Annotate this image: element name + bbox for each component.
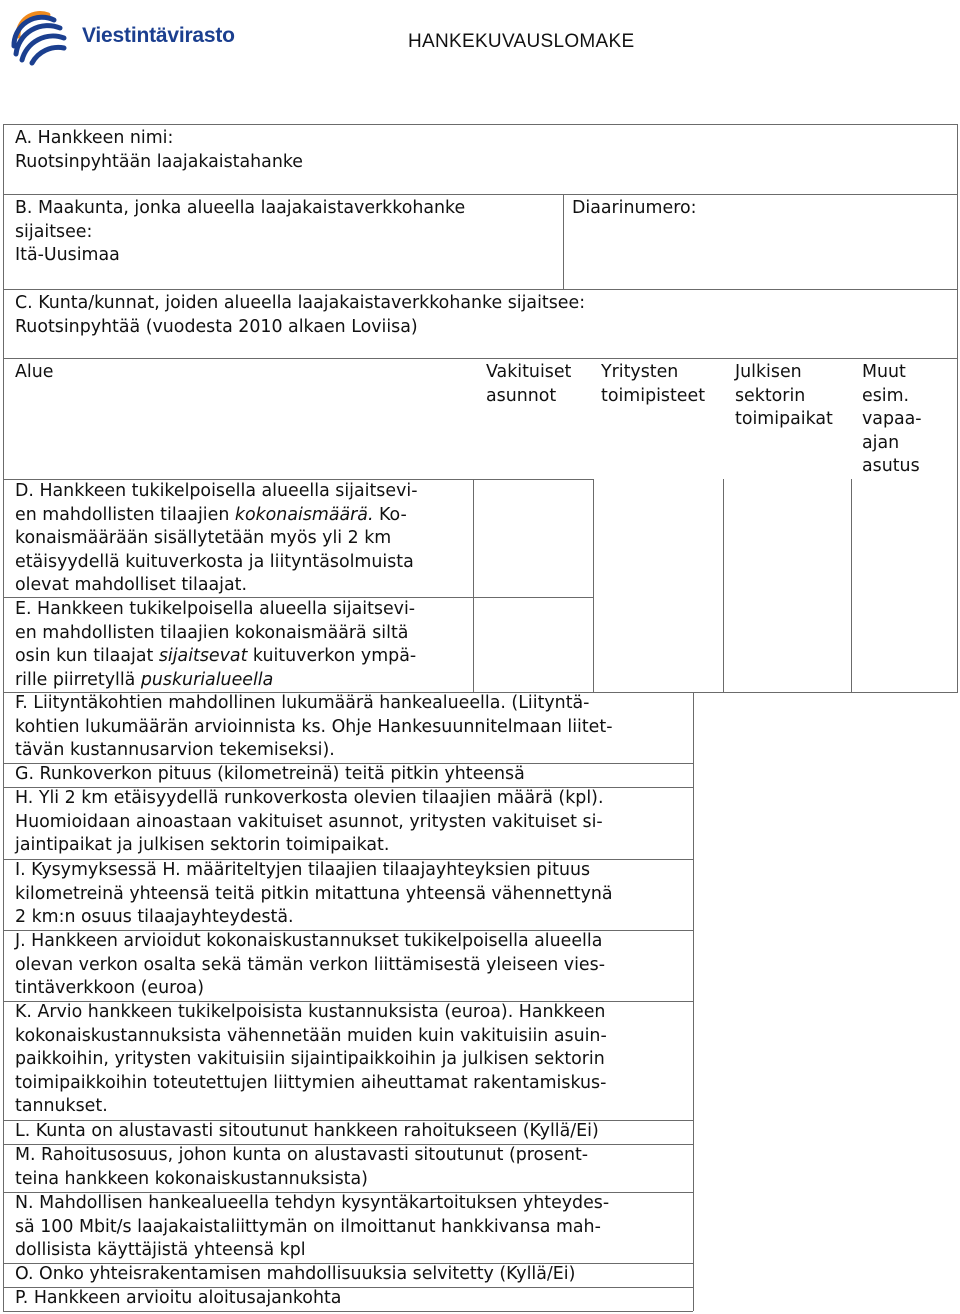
h-value-input[interactable] xyxy=(693,787,958,859)
section-g xyxy=(3,763,693,787)
section-j xyxy=(3,930,693,1001)
section-a-label: A. Hankkeen nimi: xyxy=(15,128,174,148)
m-value-input[interactable] xyxy=(693,1144,958,1192)
section-j-line1: J. Hankkeen arvioidut kokonaiskustannukset tukikelpoisella alueella xyxy=(15,931,603,951)
col-area-label: Alue xyxy=(15,362,54,382)
diary-number-label: Diaarinumero: xyxy=(572,198,697,218)
d-homes-input[interactable] xyxy=(473,479,593,597)
l-value-input[interactable] xyxy=(693,1120,958,1144)
section-f-line2: kohtien lukumäärän arvioinnista ks. Ohje Hankesuunnitelmaan liitet- xyxy=(15,716,613,737)
n-value-input[interactable] xyxy=(693,1192,958,1263)
page-header xyxy=(0,0,960,120)
g-value-input[interactable] xyxy=(693,763,958,787)
d-public-input[interactable] xyxy=(723,479,851,597)
section-e xyxy=(3,597,473,692)
section-d-line2: en mahdollisten tilaajien kokonaismäärä. Ko- xyxy=(15,504,407,525)
section-h-line1: H. Yli 2 km etäisyydellä runkoverkosta olevien tilaajien määrä (kpl). xyxy=(15,788,604,808)
section-j-line3: tintäverkkoon (euroa) xyxy=(15,978,204,999)
col-homes-line2: asunnot xyxy=(486,385,557,406)
j-value-input[interactable] xyxy=(693,930,958,1001)
section-f xyxy=(3,692,693,763)
section-n-line3: dollisista käyttäjistä yhteensä kpl xyxy=(15,1240,306,1261)
section-e-line4: rille piirretyllä puskurialueella xyxy=(15,669,274,690)
section-h-line3: jaintipaikat ja julkisen sektorin toimipaikat. xyxy=(15,835,390,856)
section-d xyxy=(3,479,473,597)
section-g-line1: G. Runkoverkon pituus (kilometreinä) teitä pitkin yhteensä xyxy=(15,764,525,784)
form-title: HANKEKUVAUSLOMAKE xyxy=(408,31,635,52)
section-m-line1: M. Rahoitusosuus, johon kunta on alustavasti sitoutunut (prosent- xyxy=(15,1145,589,1165)
logo-emblem-icon xyxy=(8,6,72,66)
section-k xyxy=(3,1001,693,1120)
col-public-line3: toimipaikat xyxy=(735,409,833,430)
section-j-line2: olevan verkon osalta sekä tämän verkon liittämisestä yleiseen vies- xyxy=(15,954,605,975)
col-other-line3: vapaa- xyxy=(862,409,922,430)
section-m-line2: teina hankkeen kokonaiskustannuksista) xyxy=(15,1168,368,1189)
section-d-line5: olevat mahdolliset tilaajat. xyxy=(15,575,247,596)
col-homes-line1: Vakituiset xyxy=(486,362,572,382)
section-e-line3: osin kun tilaajat sijaitsevat kuituverkon ympä- xyxy=(15,646,417,667)
col-other-line4: ajan xyxy=(862,432,900,453)
column-header-other xyxy=(851,358,958,479)
section-e-line2: en mahdollisten tilaajien kokonaismäärä siltä xyxy=(15,622,409,643)
section-i-line3: 2 km:n osuus tilaajayhteydestä. xyxy=(15,907,294,928)
col-other-line1: Muut xyxy=(862,362,906,382)
e-public-input[interactable] xyxy=(723,597,851,692)
d-business-input[interactable] xyxy=(593,479,723,597)
section-o-line1: O. Onko yhteisrakentamisen mahdollisuuksia selvitetty (Kyllä/Ei) xyxy=(15,1264,576,1284)
section-k-line4: toimipaikkoihin toteutettujen liittymien aiheuttamat rakentamiskus- xyxy=(15,1072,607,1093)
k-value-input[interactable] xyxy=(693,1001,958,1120)
section-e-line1: E. Hankkeen tukikelpoisella alueella sijaitsevi- xyxy=(15,599,416,619)
project-name-value[interactable]: Ruotsinpyhtään laajakaistahanke xyxy=(15,151,304,172)
e-business-input[interactable] xyxy=(593,597,723,692)
section-a xyxy=(3,124,958,194)
section-f-line1: F. Liityntäkohtien mahdollinen lukumäärä hankealueella. (Liityntä- xyxy=(15,693,590,713)
section-b xyxy=(3,194,563,289)
section-k-line1: K. Arvio hankkeen tukikelpoisista kustannuksista (euroa). Hankkeen xyxy=(15,1002,606,1022)
region-value[interactable]: Itä-Uusimaa xyxy=(15,245,120,266)
section-d-line4: etäisyydellä kuituverkosta ja liityntäsolmuista xyxy=(15,551,414,572)
viestintavirasto-logo xyxy=(8,6,248,66)
column-header-business-units xyxy=(593,358,723,479)
p-value-input[interactable] xyxy=(693,1287,958,1311)
section-n-line1: N. Mahdollisen hankealueella tehdyn kysyntäkartoituksen yhteydes- xyxy=(15,1193,610,1213)
column-header-area xyxy=(3,358,473,479)
column-header-public-sector xyxy=(723,358,851,479)
col-public-line1: Julkisen xyxy=(735,362,802,382)
section-n xyxy=(3,1192,693,1263)
section-i-line1: I. Kysymyksessä H. määriteltyjen tilaajien tilaajayhteyksien pituus xyxy=(15,860,591,880)
section-k-line3: paikkoihin, yritysten vakituisiin sijaintipaikkoihin ja julkisen sektorin xyxy=(15,1049,605,1070)
section-h xyxy=(3,787,693,859)
section-p xyxy=(3,1287,693,1311)
municipality-value[interactable]: Ruotsinpyhtää (vuodesta 2010 alkaen Loviisa) xyxy=(15,316,418,337)
col-business-line2: toimipisteet xyxy=(601,385,706,406)
section-d-line3: konaismäärään sisällytetään myös yli 2 km xyxy=(15,528,392,549)
f-value-input[interactable] xyxy=(693,692,958,763)
diary-number-field[interactable] xyxy=(563,194,958,289)
section-n-line2: sä 100 Mbit/s laajakaistaliittymän on ilmoittanut hankkivansa mah- xyxy=(15,1216,601,1237)
section-l-line1: L. Kunta on alustavasti sitoutunut hankkeen rahoitukseen (Kyllä/Ei) xyxy=(15,1121,599,1141)
section-i-line2: kilometreinä yhteensä teitä pitkin mitattuna yhteensä vähennettynä xyxy=(15,883,613,904)
section-l xyxy=(3,1120,693,1144)
logo-text: Viestintävirasto xyxy=(82,24,235,47)
i-value-input[interactable] xyxy=(693,859,958,930)
col-public-line2: sektorin xyxy=(735,385,806,406)
section-f-line3: tävän kustannusarvion tekemiseksi). xyxy=(15,740,335,761)
section-k-line5: tannukset. xyxy=(15,1096,108,1117)
o-value-input[interactable] xyxy=(693,1263,958,1287)
section-c-label: C. Kunta/kunnat, joiden alueella laajakaistaverkkohanke sijaitsee: xyxy=(15,293,586,313)
section-d-line1: D. Hankkeen tukikelpoisella alueella sijaitsevi- xyxy=(15,481,418,501)
section-m xyxy=(3,1144,693,1192)
d-other-input[interactable] xyxy=(851,479,958,597)
section-b-label: B. Maakunta, jonka alueella laajakaistaverkkohanke xyxy=(15,198,466,218)
e-other-input[interactable] xyxy=(851,597,958,692)
col-business-line1: Yritysten xyxy=(601,362,679,382)
col-other-line5: asutus xyxy=(862,456,920,477)
section-p-line1: P. Hankkeen arvioitu aloitusajankohta xyxy=(15,1288,342,1308)
col-other-line2: esim. xyxy=(862,385,910,406)
column-header-permanent-homes xyxy=(473,358,593,479)
section-b-label-cont: sijaitsee: xyxy=(15,221,93,242)
section-o xyxy=(3,1263,693,1287)
section-h-line2: Huomioidaan ainoastaan vakituiset asunnot, yritysten vakituiset si- xyxy=(15,811,603,832)
e-homes-input[interactable] xyxy=(473,597,593,692)
section-c xyxy=(3,289,958,358)
section-i xyxy=(3,859,693,930)
section-k-line2: kokonaiskustannuksista vähennetään muiden kuin vakituisiin asuin- xyxy=(15,1025,607,1046)
